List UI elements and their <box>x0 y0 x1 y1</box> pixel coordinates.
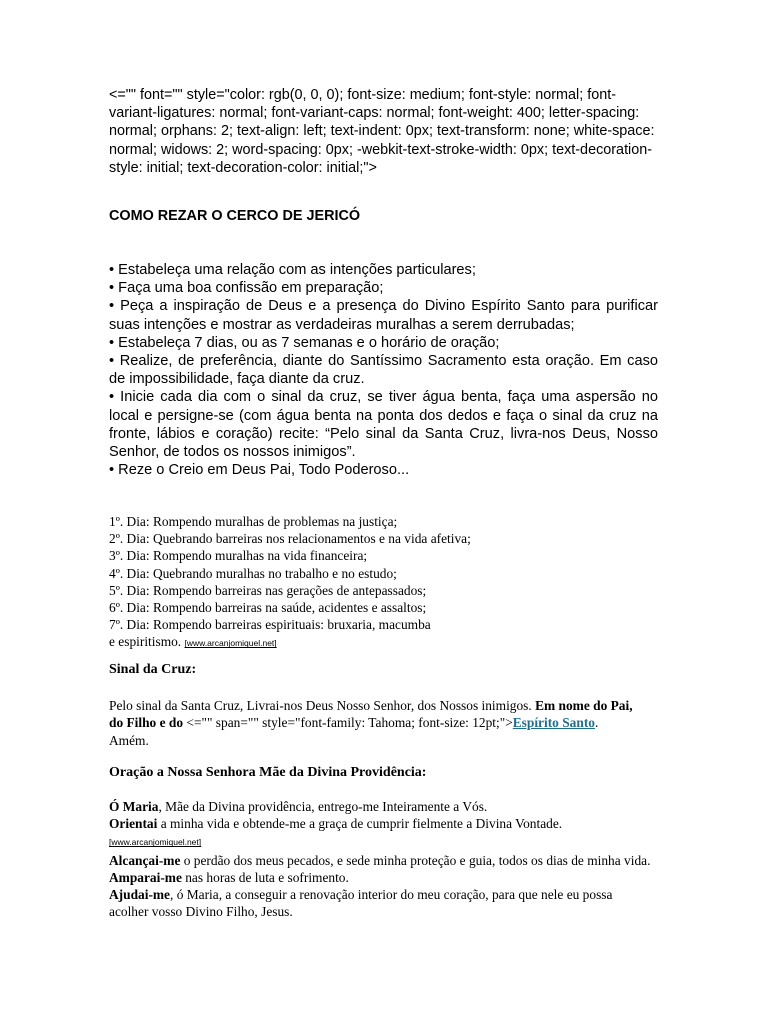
list-item: • Inicie cada dia com o sinal da cruz, se tiver água benta, faça uma aspersão no local e persigne-se (com água benta na ponta dos dedos e faça o sinal da cruz na fronte, lábios e coração) recite: “Pelo sinal da Santa Cruz, livra-nos Deus, Nosso Senhor, de todos os nossos inimigos”. <box>109 388 658 461</box>
raw-html-code-text: <="" font="" style="color: rgb(0, 0, 0); font-size: medium; font-style: normal; font-variant-ligatures: normal; font-variant-caps: normal; font-weight: 400; letter-spacing: normal; orphans: 2; text-align: left; text-indent: 0px; text-transform: none; white-space: normal; widows: 2; word-spacing: 0px; -webkit-text-stroke-width: 0px; text-decoration-style: initial; text-decoration-color: initial;"> <box>109 87 655 176</box>
sign-of-cross-heading: Sinal da Cruz: <box>109 662 197 677</box>
source-link[interactable]: [www.arcanjomiquel.net] <box>109 837 202 848</box>
day-item: 4º. Dia: Quebrando muralhas no trabalho e no estudo; <box>109 565 397 581</box>
list-item: • Estabeleça uma relação com as intenções particulares; <box>109 261 658 279</box>
prayer-line-text: , Mãe da Divina providência, entrego-me Inteiramente a Vós. <box>158 799 488 814</box>
day-item: 2º. Dia: Quebrando barreiras nos relacionamentos e na vida afetiva; <box>109 531 471 547</box>
instructions-list <box>109 261 658 479</box>
prayer-line-text: o perdão dos meus pecados, e sede minha proteção e guia, todos os dias de minha vida. <box>180 852 651 868</box>
sign-text-plain: Pelo sinal da Santa Cruz, Livrai-nos Deus Nosso Senhor, dos Nossos inimigos. <box>109 698 532 713</box>
day-item: 1º. Dia: Rompendo muralhas de problemas na justiça; <box>109 514 398 529</box>
prayer-line <box>109 798 654 815</box>
prayer-line-text: nas horas de luta e sofrimento. <box>181 869 349 885</box>
sign-code-text: <="" span="" style="font-family: Tahoma; font-size: 12pt;"> <box>186 715 513 731</box>
prayer-text <box>109 798 654 920</box>
list-item: • Peça a inspiração de Deus e a presença do Divino Espírito Santo para purificar suas intenções e mostrar as verdadeiras muralhas a serem derrubadas; <box>109 297 658 333</box>
prayer-heading: Oração a Nossa Senhora Mãe da Divina Providência: <box>109 765 427 780</box>
prayer-bold: Ajudai-me <box>109 887 170 903</box>
list-item: • Estabeleça 7 dias, ou as 7 semanas e o horário de oração; <box>109 334 658 352</box>
day-item: 6º. Dia: Rompendo barreiras na saúde, acidentes e assaltos; <box>109 600 427 616</box>
sign-amen: . Amém. <box>109 715 599 748</box>
sign-text-bold: Em nome do Pai, do Filho e do <box>109 698 633 731</box>
list-item: • Realize, de preferência, diante do Santíssimo Sacramento esta oração. Em caso de impossibilidade, faça diante da cruz. <box>109 352 658 388</box>
list-item: • Faça uma boa confissão em preparação; <box>109 279 658 297</box>
prayer-bold: Alcançai-me <box>109 852 181 868</box>
days-list <box>109 513 669 653</box>
prayer-bold: Amparai-me <box>109 869 182 885</box>
day-item-last-text: e espiritismo. <box>109 634 182 650</box>
prayer-bold: Orientai <box>109 816 158 832</box>
prayer-line-text: a minha vida e obtende-me a graça de cumprir fielmente a Divina Vontade. <box>157 816 563 832</box>
source-link[interactable]: [www.arcanjomiquel.net] <box>184 638 277 649</box>
prayer-line <box>109 886 654 920</box>
sign-of-cross-text <box>109 697 639 749</box>
day-item: 7º. Dia: Rompendo barreiras espirituais: bruxaria, macumba <box>109 617 431 633</box>
prayer-line-text: , ó Maria, a conseguir a renovação interior do meu coração, para que nele eu possa acolher vosso Divino Filho, Jesus. <box>109 887 613 920</box>
prayer-line <box>109 852 654 869</box>
espirito-santo-link[interactable]: Espírito Santo <box>512 715 595 731</box>
prayer-line <box>109 815 654 851</box>
page-title: COMO REZAR O CERCO DE JERICÓ <box>109 208 361 224</box>
prayer-line <box>109 869 654 886</box>
list-item: • Reze o Creio em Deus Pai, Todo Poderoso... <box>109 461 658 479</box>
day-item: 5º. Dia: Rompendo barreiras nas gerações de antepassados; <box>109 582 427 598</box>
prayer-bold: Ó Maria <box>109 799 159 814</box>
day-item: 3º. Dia: Rompendo muralhas na vida financeira; <box>109 548 368 564</box>
day-item-last <box>109 633 669 652</box>
